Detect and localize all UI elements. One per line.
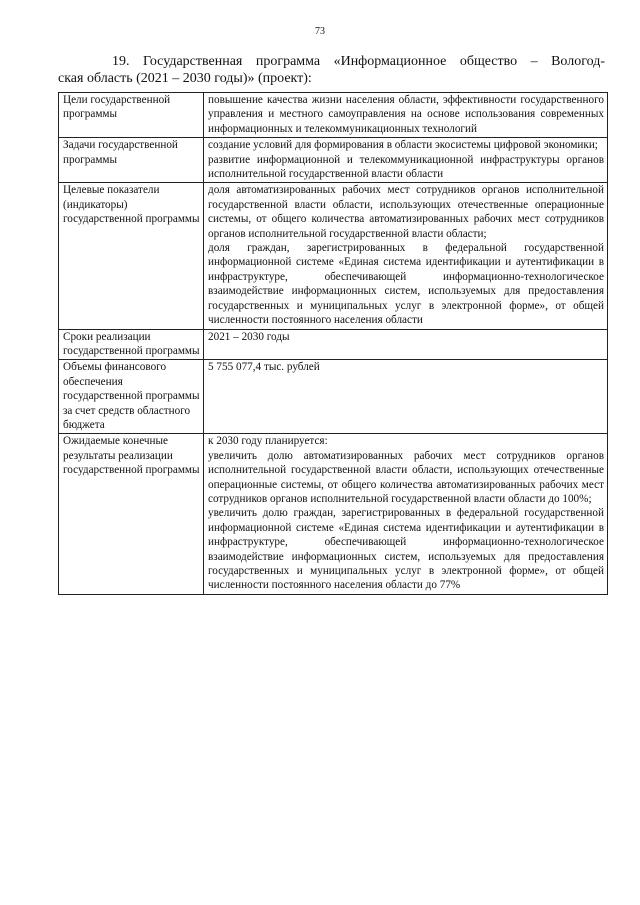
program-passport-table [58, 92, 608, 595]
result-1-text: увеличить долю автоматизированных рабочих мест сотрудников органов исполнительной государственной власти области, использующих отечественные операционные системы, от общего количества автоматизированных рабочих мест сотрудников органов исполнительной государственной власти области до 100%; [208, 449, 604, 505]
label-cell [59, 360, 204, 434]
row-label: Целевые показатели (индикаторы) государственной программы [63, 184, 200, 226]
value-cell [204, 434, 608, 594]
table-row-goals [59, 93, 608, 138]
row-label: Ожидаемые конечные результаты реализации государственной программы [63, 435, 200, 477]
label-cell [59, 93, 204, 138]
indicator-2-text: доля граждан, зарегистрированных в федеральной государственной информационной системе «Единая система идентификации и аутентификации в инфраструктуре, обеспечивающей информационно-технологическое взаимодействие информационных систем, используемых для предоставления государственных и муниципальных услуг в электронной форме», от общей численности постоянного населения области [208, 242, 604, 327]
funding-text: 5 755 077,4 тыс. рублей [208, 361, 320, 374]
label-cell [59, 138, 204, 183]
table-row-period [59, 329, 608, 360]
indicator-1-text: доля автоматизированных рабочих мест сотрудников органов исполнительной государственной власти области, использующих отечественные операционные системы, от общего количества автоматизированных рабочих мест сотрудников органов исполнительной государственной власти области; [208, 184, 604, 240]
page-number: 73 [315, 26, 325, 37]
heading-line-1: 19. Государственная программа «Информационное общество – Вологод- [112, 54, 605, 69]
table-row-indicators [59, 183, 608, 329]
value-cell [204, 138, 608, 183]
table-row-tasks [59, 138, 608, 183]
value-cell [204, 183, 608, 329]
row-label: Задачи государственной программы [63, 139, 178, 166]
row-label: Сроки реализации государственной программы [63, 330, 200, 357]
row-label: Объемы финансового обеспечения государственной программы за счет средств областного бюджета [63, 361, 200, 431]
table-row-funding [59, 360, 608, 434]
section-heading [58, 53, 605, 87]
task-2-text: развитие информационной и телекоммуникационной инфраструктуры органов исполнительной государственной власти области [208, 153, 604, 181]
row-label: Цели государственной программы [63, 94, 171, 121]
value-cell [204, 360, 608, 434]
value-cell [204, 329, 608, 360]
label-cell [59, 183, 204, 329]
heading-line-2: ская область (2021 – 2030 годы)» (проект): [58, 71, 312, 86]
result-2-text: увеличить долю граждан, зарегистрированных в федеральной государственной информационной системе «Единая система идентификации и аутентификации в инфраструктуре, обеспечивающей информационно-технологическое взаимодействие информационных систем, используемых для предоставления государственных и муниципальных услуг в электронной форме», от общей численности постоянного населения области до 77% [208, 507, 604, 592]
table-row-results [59, 434, 608, 594]
value-cell [204, 93, 608, 138]
label-cell [59, 434, 204, 594]
label-cell [59, 329, 204, 360]
task-1-text: создание условий для формирования в области экосистемы цифровой экономики; [208, 139, 598, 152]
goals-text: повышение качества жизни населения области, эффективности государственного управления и местного самоуправления на основе использования современных информационных и телекоммуникационных технологий [208, 94, 604, 135]
period-text: 2021 – 2030 годы [208, 330, 290, 343]
results-intro-text: к 2030 году планируется: [208, 435, 328, 448]
